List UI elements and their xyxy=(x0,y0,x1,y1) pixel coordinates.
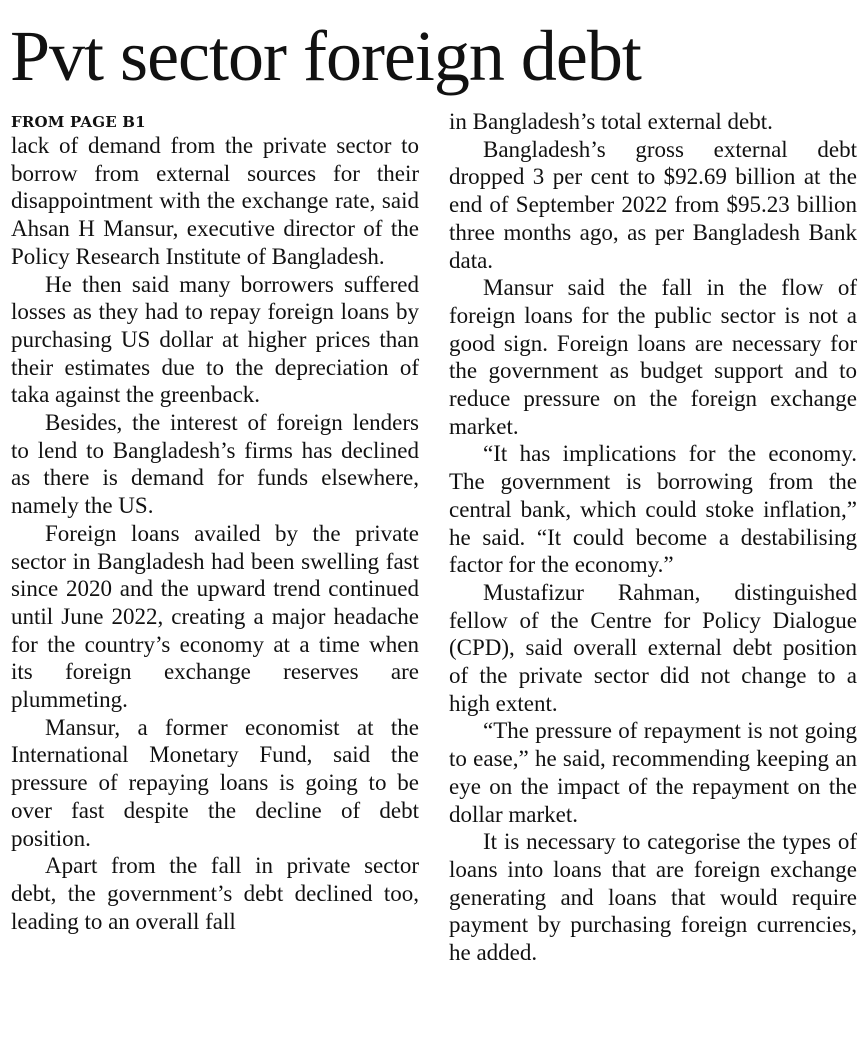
left-column xyxy=(11,108,419,935)
paragraph-continued: in Bangladesh’s total external debt. xyxy=(449,109,773,134)
paragraph: Foreign loans availed by the private sector in Bangladesh had been swelling fast since 2020 and the upward trend continued until June 2022, creating a major headache for the country’s economy at a time when its foreign exchange reserves are plummeting. xyxy=(11,520,419,713)
paragraph: “The pressure of repayment is not going to ease,” he said, recommending keeping an eye on the impact of the repayment on the dollar market. xyxy=(449,718,857,827)
paragraph: “It has implications for the economy. The government is borrowing from the central bank, which could stoke inflation,” he said. “It could become a destabilising factor for the economy.” xyxy=(449,441,857,578)
article-headline: Pvt sector foreign debt xyxy=(10,16,641,96)
paragraph: Apart from the fall in private sector debt, the government’s debt declined too, leading to an overall fall xyxy=(11,853,419,934)
paragraph: lack of demand from the private sector to borrow from external sources for their disappointment with the exchange rate, said Ahsan H Mansur, executive director of the Policy Research Institute of Bangladesh. xyxy=(11,133,419,269)
paragraph: Mansur, a former economist at the International Monetary Fund, said the pressure of repaying loans is going to be over fast despite the decline of debt position. xyxy=(11,714,419,851)
paragraph: Mustafizur Rahman, distinguished fellow of the Centre for Policy Dialogue (CPD), said overall external debt position of the private sector did not change to a high extent. xyxy=(449,579,857,716)
paragraph: He then said many borrowers suffered losses as they had to repay foreign loans by purchasing US dollar at higher prices than their estimates due to the depreciation of taka against the greenback. xyxy=(11,271,419,408)
paragraph: Besides, the interest of foreign lenders to lend to Bangladesh’s firms has declined as there is demand for funds elsewhere, namely the US. xyxy=(11,410,419,519)
paragraph: Bangladesh’s gross external debt dropped 3 per cent to $92.69 billion at the end of September 2022 from $95.23 billion three months ago, as per Bangladesh Bank data. xyxy=(449,136,857,273)
paragraph: Mansur said the fall in the flow of foreign loans for the public sector is not a good sign. Foreign loans are necessary for the government as budget support and to reduce pressure on the foreign exchange market. xyxy=(449,275,857,439)
paragraph: It is necessary to categorise the types of loans into loans that are foreign exchange generating and loans that would require payment by purchasing foreign currencies, he added. xyxy=(449,829,857,966)
jump-kicker: FROM PAGE B1 xyxy=(11,113,146,131)
right-column xyxy=(449,108,857,967)
